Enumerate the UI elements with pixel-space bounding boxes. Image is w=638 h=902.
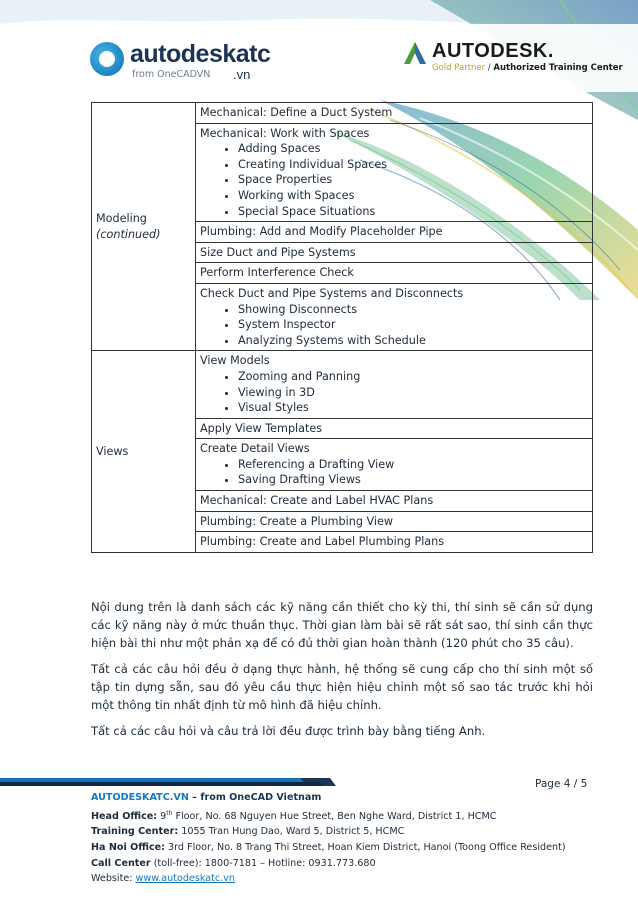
training-center-address: 1055 Tran Hung Dao, Ward 5, District 5, HCMC bbox=[178, 826, 405, 838]
partner-line bbox=[432, 63, 623, 73]
skill-bullet-list bbox=[200, 141, 588, 219]
call-center-label: Call Center bbox=[91, 857, 151, 869]
footer-contact bbox=[91, 790, 591, 887]
table-row bbox=[92, 103, 593, 124]
footer-call-center bbox=[91, 856, 591, 872]
skill-cell bbox=[196, 351, 593, 418]
skill-title: Apply View Templates bbox=[200, 421, 323, 435]
skills-table bbox=[91, 102, 593, 553]
partner-separator: / bbox=[485, 63, 494, 73]
skill-title: View Models bbox=[200, 354, 270, 368]
skill-title: Plumbing: Add and Modify Placeholder Pipe bbox=[200, 225, 443, 239]
skill-title: Plumbing: Create a Plumbing View bbox=[200, 514, 394, 528]
gold-partner-label: Gold Partner bbox=[432, 63, 486, 73]
exam-notes bbox=[91, 598, 593, 748]
skill-title: Create Detail Views bbox=[200, 442, 310, 456]
autodesk-name: AUTODESK. bbox=[432, 40, 554, 62]
skill-title: Mechanical: Work with Spaces bbox=[200, 126, 370, 140]
category-cell-modeling bbox=[92, 103, 196, 351]
list-item: • Working with Spaces bbox=[238, 188, 588, 204]
skill-cell bbox=[196, 491, 593, 512]
skill-bullet-list bbox=[200, 457, 588, 488]
logo-circle-icon bbox=[90, 42, 124, 76]
skill-cell bbox=[196, 222, 593, 243]
page-number: Page 4 / 5 bbox=[535, 778, 588, 790]
footer-company-suffix: – from OneCAD Vietnam bbox=[188, 792, 322, 803]
skill-title: Mechanical: Create and Label HVAC Plans bbox=[200, 494, 434, 508]
head-office-number: 9 bbox=[157, 810, 167, 822]
category-cell-views bbox=[92, 351, 196, 553]
website-link[interactable]: www.autodeskatc.vn bbox=[135, 873, 235, 885]
skill-bullet-list bbox=[200, 302, 588, 349]
skill-cell bbox=[196, 103, 593, 124]
website-label: Website: bbox=[91, 873, 136, 885]
list-item: • System Inspector bbox=[238, 317, 588, 333]
footer-company-line bbox=[91, 790, 591, 806]
skill-title: Check Duct and Pipe Systems and Disconnects bbox=[200, 286, 464, 300]
skill-title: Perform Interference Check bbox=[200, 266, 354, 280]
logo-sub-text: from OneCADVN bbox=[132, 69, 211, 80]
category-continued-label: (continued) bbox=[96, 227, 161, 241]
list-item: • Referencing a Drafting View bbox=[238, 457, 588, 473]
head-office-address: Floor, No. 68 Nguyen Hue Street, Ben Nghe Ward, District 1, HCMC bbox=[172, 810, 497, 822]
paragraph: Tất cả các câu hỏi đều ở dạng thực hành, hệ thống sẽ cung cấp cho thí sinh một số tập tin dựng sẵn, sau đó yêu cầu thực hiện hiệu chỉnh một số sao tác trước khi hỏi một thông tin nhất định từ mô hình đã hiệu chỉnh. bbox=[91, 662, 593, 712]
logo-tld-text: .vn bbox=[233, 67, 251, 82]
skill-cell bbox=[196, 511, 593, 532]
list-item: • Visual Styles bbox=[238, 400, 588, 416]
skill-cell bbox=[196, 263, 593, 284]
paragraph: Nội dung trên là danh sách các kỹ năng cần thiết cho kỳ thi, thí sinh sẽ cần sử dụng các kỹ năng này ở mức thuần thục. Thời gian làm bài sẽ rất sát sao, thí sinh cần thực hiện bài thi như một phản xạ để có đủ thời gian hoàn thành (120 phút cho 35 câu). bbox=[91, 600, 593, 650]
skill-cell bbox=[196, 439, 593, 491]
list-item: • Special Space Situations bbox=[238, 204, 588, 220]
hanoi-office-label: Ha Noi Office: bbox=[91, 841, 165, 853]
head-office-ordinal: th bbox=[166, 809, 173, 817]
head-office-label: Head Office: bbox=[91, 810, 158, 822]
list-item: • Saving Drafting Views bbox=[238, 472, 588, 488]
list-item: • Showing Disconnects bbox=[238, 302, 588, 318]
skill-title: Plumbing: Create and Label Plumbing Plans bbox=[200, 535, 445, 549]
skill-cell bbox=[196, 418, 593, 439]
list-item: • Space Properties bbox=[238, 172, 588, 188]
table-row bbox=[92, 351, 593, 418]
autodesk-a-icon bbox=[402, 40, 428, 66]
skill-title: Size Duct and Pipe Systems bbox=[200, 245, 356, 259]
list-item: • Viewing in 3D bbox=[238, 385, 588, 401]
paragraph: Tất cả các câu hỏi và câu trả lời đều được trình bày bằng tiếng Anh. bbox=[91, 724, 486, 738]
footer-website bbox=[91, 871, 591, 887]
category-label: Modeling bbox=[96, 212, 147, 226]
skill-cell bbox=[196, 532, 593, 553]
list-item: • Creating Individual Spaces bbox=[238, 157, 588, 173]
skill-bullet-list bbox=[200, 369, 588, 416]
footer-hanoi-office bbox=[91, 840, 591, 856]
autodesk-partner-logo[interactable] bbox=[402, 40, 623, 80]
skill-cell bbox=[196, 283, 593, 350]
hanoi-office-address: 3rd Floor, No. 8 Trang Thi Street, Hoan Kiem District, Hanoi (Toong Office Resident) bbox=[164, 841, 566, 853]
call-center-numbers: (toll-free): 1800-7181 – Hotline: 0931.773.680 bbox=[150, 857, 376, 869]
skill-cell bbox=[196, 242, 593, 263]
training-center-label: Training Center: bbox=[91, 826, 179, 838]
footer-training-center bbox=[91, 824, 591, 840]
list-item: • Zooming and Panning bbox=[238, 369, 588, 385]
category-label: Views bbox=[96, 444, 129, 458]
atc-label: Authorized Training Center bbox=[493, 63, 623, 73]
logo-brand-text: autodeskatc bbox=[130, 40, 271, 68]
autodeskatc-logo[interactable] bbox=[90, 40, 280, 84]
list-item: • Adding Spaces bbox=[238, 141, 588, 157]
skill-title: Mechanical: Define a Duct System bbox=[200, 106, 393, 119]
footer-company-name: AUTODESKATC.VN bbox=[91, 792, 189, 803]
skill-cell bbox=[196, 123, 593, 222]
list-item: • Analyzing Systems with Schedule bbox=[238, 333, 588, 349]
footer-head-office bbox=[91, 806, 591, 825]
